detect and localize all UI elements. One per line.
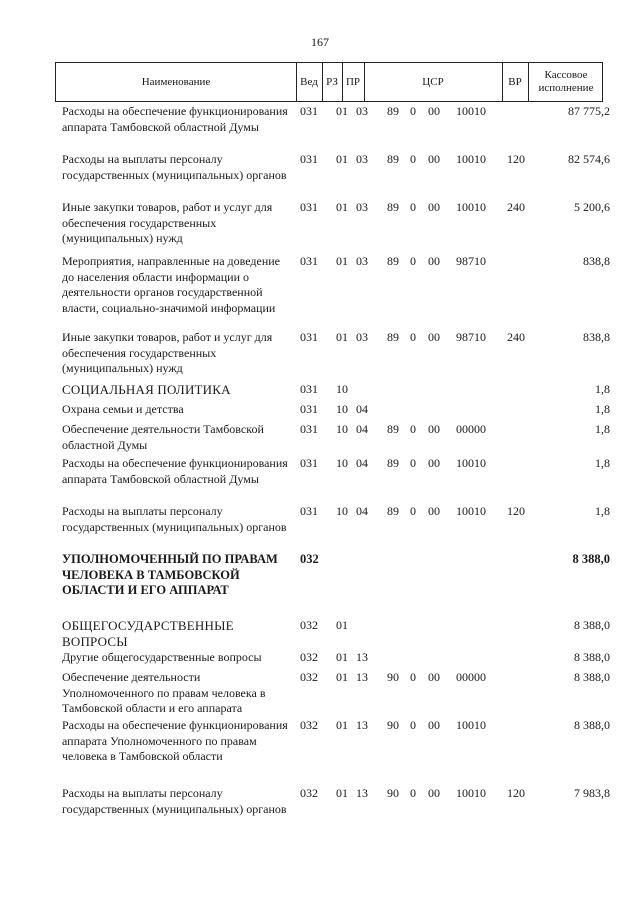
row-ved: 032 <box>300 650 318 664</box>
row-vr: 240 <box>507 200 525 214</box>
row-ved: 031 <box>300 402 318 416</box>
row-csr-subprogram: 0 <box>410 786 416 800</box>
row-amount: 838,8 <box>583 330 610 344</box>
row-csr-main: 00 <box>428 200 440 214</box>
row-name: Расходы на выплаты персоналу государственных (муниципальных) органов <box>62 152 287 182</box>
row-pr: 04 <box>356 504 368 518</box>
row-pr: 13 <box>356 786 368 800</box>
row-csr-direction: 00000 <box>456 422 486 436</box>
row-amount: 1,8 <box>595 422 610 436</box>
row-csr-direction: 00000 <box>456 670 486 684</box>
row-rz: 01 <box>336 786 348 800</box>
row-ved: 032 <box>300 618 318 632</box>
page-number: 167 <box>311 35 329 49</box>
row-csr-program: 90 <box>387 718 399 732</box>
row-rz: 01 <box>336 618 348 632</box>
row-csr-program: 89 <box>387 504 399 518</box>
row-vr: 240 <box>507 330 525 344</box>
row-name: Расходы на обеспечение функционирования аппарата Тамбовской областной Думы <box>62 104 288 134</box>
row-ved: 032 <box>300 786 318 800</box>
row-rz: 01 <box>336 718 348 732</box>
row-amount: 5 200,6 <box>574 200 610 214</box>
row-csr-program: 89 <box>387 254 399 268</box>
row-csr-subprogram: 0 <box>410 254 416 268</box>
row-csr-direction: 98710 <box>456 254 486 268</box>
row-csr-direction: 10010 <box>456 456 486 470</box>
row-ved: 031 <box>300 422 318 436</box>
row-csr-main: 00 <box>428 152 440 166</box>
row-ved: 031 <box>300 330 318 344</box>
row-amount: 1,8 <box>595 504 610 518</box>
row-csr-main: 00 <box>428 504 440 518</box>
row-csr-program: 89 <box>387 422 399 436</box>
row-csr-direction: 10010 <box>456 786 486 800</box>
row-ved: 032 <box>300 670 318 684</box>
row-pr: 03 <box>356 200 368 214</box>
row-csr-main: 00 <box>428 422 440 436</box>
row-vr: 120 <box>507 786 525 800</box>
row-name: Обеспечение деятельности Уполномоченного по правам человека в Тамбовской области и его аппарата <box>62 670 266 715</box>
row-amount: 1,8 <box>595 456 610 470</box>
row-ved: 032 <box>300 552 319 566</box>
row-name: Другие общегосударственные вопросы <box>62 650 262 664</box>
row-vr: 120 <box>507 504 525 518</box>
row-name: Охрана семьи и детства <box>62 402 184 416</box>
row-name: Расходы на обеспечение функционирования аппарата Тамбовской областной Думы <box>62 456 288 486</box>
header-rz: РЗ <box>326 75 338 88</box>
row-name: Расходы на выплаты персоналу государственных (муниципальных) органов <box>62 786 287 816</box>
row-ved: 031 <box>300 104 318 118</box>
row-ved: 031 <box>300 382 318 396</box>
row-csr-subprogram: 0 <box>410 200 416 214</box>
row-rz: 01 <box>336 200 348 214</box>
row-csr-subprogram: 0 <box>410 718 416 732</box>
row-rz: 10 <box>336 422 348 436</box>
row-csr-main: 00 <box>428 718 440 732</box>
row-amount: 8 388,0 <box>574 650 610 664</box>
row-rz: 01 <box>336 670 348 684</box>
row-name: СОЦИАЛЬНАЯ ПОЛИТИКА <box>62 382 231 397</box>
row-csr-direction: 10010 <box>456 504 486 518</box>
row-pr: 13 <box>356 650 368 664</box>
row-csr-direction: 10010 <box>456 718 486 732</box>
row-rz: 10 <box>336 456 348 470</box>
row-pr: 13 <box>356 718 368 732</box>
row-csr-direction: 10010 <box>456 152 486 166</box>
row-name: Иные закупки товаров, работ и услуг для обеспечения государственных (муниципальных) нужд <box>62 330 273 375</box>
row-csr-program: 89 <box>387 200 399 214</box>
row-csr-program: 89 <box>387 152 399 166</box>
row-amount: 1,8 <box>595 382 610 396</box>
row-csr-subprogram: 0 <box>410 670 416 684</box>
row-pr: 03 <box>356 330 368 344</box>
row-ved: 031 <box>300 504 318 518</box>
row-csr-program: 90 <box>387 670 399 684</box>
row-csr-main: 00 <box>428 456 440 470</box>
row-csr-subprogram: 0 <box>410 422 416 436</box>
row-pr: 04 <box>356 456 368 470</box>
row-amount: 8 388,0 <box>574 718 610 732</box>
row-rz: 01 <box>336 330 348 344</box>
header-csr: ЦСР <box>422 75 444 88</box>
header-pr: ПР <box>345 75 361 88</box>
header-amount: Кассовое исполнение <box>538 69 594 94</box>
row-pr: 03 <box>356 152 368 166</box>
row-rz: 10 <box>336 382 348 396</box>
row-name: Расходы на обеспечение функционирования аппарата Уполномоченного по правам человека в Тамбовской области <box>62 718 288 763</box>
row-csr-main: 00 <box>428 330 440 344</box>
row-csr-direction: 10010 <box>456 104 486 118</box>
row-csr-program: 89 <box>387 104 399 118</box>
row-name: Расходы на выплаты персоналу государственных (муниципальных) органов <box>62 504 287 534</box>
row-name: УПОЛНОМОЧЕННЫЙ ПО ПРАВАМ ЧЕЛОВЕКА В ТАМБОВСКОЙ ОБЛАСТИ И ЕГО АППАРАТ <box>62 552 278 597</box>
row-amount: 8 388,0 <box>574 670 610 684</box>
row-csr-main: 00 <box>428 104 440 118</box>
table-header <box>55 62 603 102</box>
row-ved: 031 <box>300 200 318 214</box>
row-pr: 04 <box>356 402 368 416</box>
row-rz: 10 <box>336 504 348 518</box>
header-ved: Вед <box>300 75 318 88</box>
row-csr-program: 89 <box>387 330 399 344</box>
row-name: Иные закупки товаров, работ и услуг для обеспечения государственных (муниципальных) нужд <box>62 200 273 245</box>
row-csr-main: 00 <box>428 786 440 800</box>
row-name: ОБЩЕГОСУДАРСТВЕННЫЕ ВОПРОСЫ <box>62 618 234 649</box>
row-rz: 01 <box>336 254 348 268</box>
header-vr: ВР <box>508 75 522 88</box>
row-pr: 13 <box>356 670 368 684</box>
row-csr-subprogram: 0 <box>410 152 416 166</box>
row-ved: 031 <box>300 254 318 268</box>
row-name: Обеспечение деятельности Тамбовской областной Думы <box>62 422 264 452</box>
row-csr-direction: 98710 <box>456 330 486 344</box>
row-rz: 01 <box>336 104 348 118</box>
row-ved: 031 <box>300 456 318 470</box>
row-rz: 01 <box>336 152 348 166</box>
row-vr: 120 <box>507 152 525 166</box>
row-csr-main: 00 <box>428 670 440 684</box>
row-csr-subprogram: 0 <box>410 104 416 118</box>
row-csr-subprogram: 0 <box>410 504 416 518</box>
row-name: Мероприятия, направленные на доведение до населения области информации о деятельности органов государственной власти, социально-значимой информации <box>62 254 280 315</box>
row-amount: 1,8 <box>595 402 610 416</box>
header-name: Наименование <box>141 75 211 88</box>
row-amount: 87 775,2 <box>568 104 610 118</box>
row-ved: 031 <box>300 152 318 166</box>
row-amount: 8 388,0 <box>574 618 610 632</box>
row-csr-program: 89 <box>387 456 399 470</box>
row-rz: 10 <box>336 402 348 416</box>
row-csr-subprogram: 0 <box>410 456 416 470</box>
row-csr-main: 00 <box>428 254 440 268</box>
row-pr: 04 <box>356 422 368 436</box>
row-csr-direction: 10010 <box>456 200 486 214</box>
row-rz: 01 <box>336 650 348 664</box>
row-amount: 82 574,6 <box>568 152 610 166</box>
row-csr-subprogram: 0 <box>410 330 416 344</box>
row-pr: 03 <box>356 254 368 268</box>
row-pr: 03 <box>356 104 368 118</box>
row-amount: 7 983,8 <box>574 786 610 800</box>
row-amount: 8 388,0 <box>572 552 610 566</box>
row-csr-program: 90 <box>387 786 399 800</box>
row-amount: 838,8 <box>583 254 610 268</box>
row-ved: 032 <box>300 718 318 732</box>
